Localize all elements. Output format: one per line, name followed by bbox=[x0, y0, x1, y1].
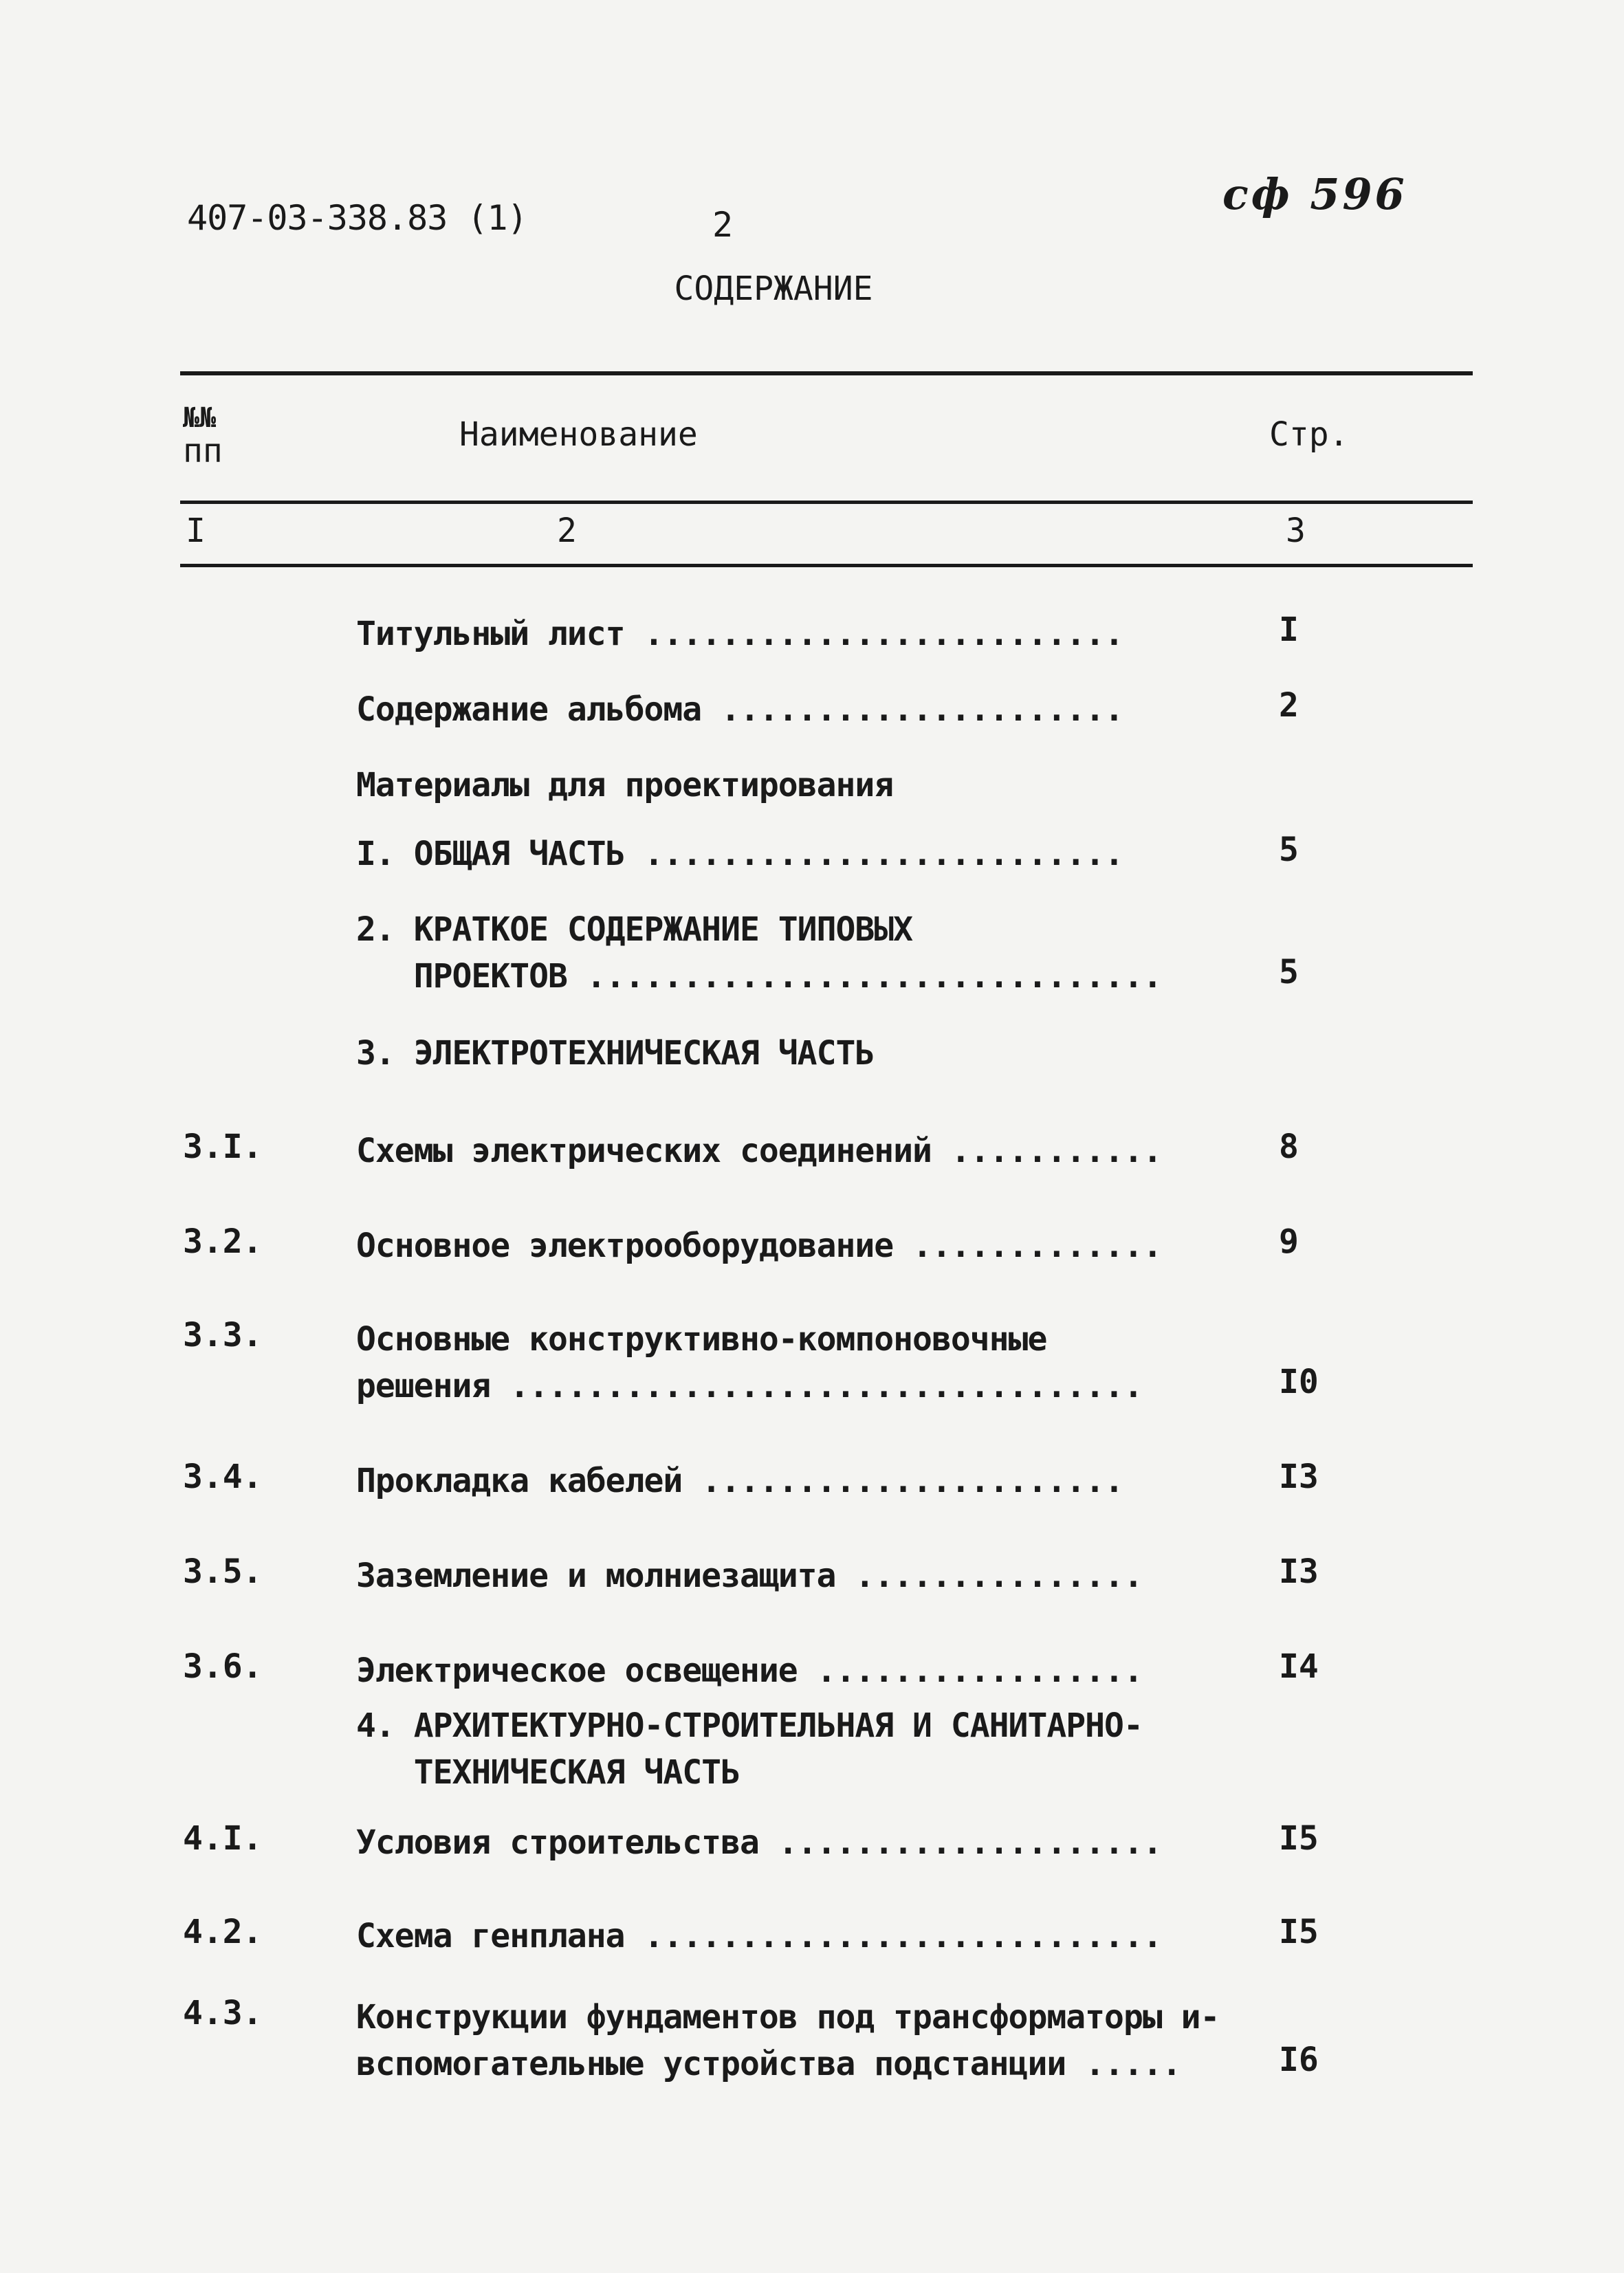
row-title-line: Схемы электрических соединений ........... bbox=[356, 1132, 1162, 1170]
row-title-line: вспомогательные устройства подстанции ..... bbox=[356, 2045, 1181, 2083]
row-title bbox=[356, 831, 1123, 877]
row-title bbox=[356, 1128, 1162, 1174]
row-title bbox=[356, 762, 893, 809]
row-title bbox=[356, 1702, 1143, 1796]
row-title-line: 2. КРАТКОЕ СОДЕРЖАНИЕ ТИПОВЫХ bbox=[356, 910, 913, 949]
row-title-line: Прокладка кабелей ...................... bbox=[356, 1462, 1123, 1500]
header-bottom-rule bbox=[180, 501, 1473, 504]
row-number: 3.4. bbox=[183, 1458, 263, 1496]
row-page-number: 5 bbox=[1279, 953, 1299, 991]
row-title bbox=[356, 1913, 1162, 1959]
row-title bbox=[356, 906, 1162, 1000]
column-number-header-line1: №№ bbox=[183, 402, 217, 434]
row-title-line: Основное электрооборудование ............. bbox=[356, 1227, 1162, 1265]
row-number: 3.3. bbox=[183, 1316, 263, 1354]
row-title-line: ПРОЕКТОВ .............................. bbox=[356, 957, 1162, 996]
column-page-header: Стр. bbox=[1269, 415, 1349, 454]
row-title bbox=[356, 1458, 1123, 1504]
table-top-rule bbox=[180, 371, 1473, 375]
handwritten-stamp: сф 596 bbox=[1222, 169, 1407, 219]
row-title-line: Условия строительства .................... bbox=[356, 1823, 1162, 1862]
row-number: 3.6. bbox=[183, 1647, 263, 1686]
row-title-line: I. ОБЩАЯ ЧАСТЬ ......................... bbox=[356, 835, 1123, 873]
row-number: 4.2. bbox=[183, 1913, 263, 1951]
row-page-number: 8 bbox=[1279, 1128, 1299, 1166]
row-page-number: I3 bbox=[1279, 1458, 1319, 1496]
row-page-number: I5 bbox=[1279, 1819, 1319, 1858]
document-code: 407-03-338.83 (1) bbox=[187, 198, 527, 238]
row-page-number: I bbox=[1279, 611, 1299, 649]
row-title-line: 4. АРХИТЕКТУРНО-СТРОИТЕЛЬНАЯ И САНИТАРНО- bbox=[356, 1706, 1143, 1745]
row-title bbox=[356, 1222, 1162, 1269]
row-title bbox=[356, 1552, 1143, 1599]
numbering-bottom-rule bbox=[180, 564, 1473, 567]
row-title-line: Титульный лист ......................... bbox=[356, 615, 1123, 653]
row-title-line: решения ................................. bbox=[356, 1367, 1143, 1405]
row-number: 4.3. bbox=[183, 1994, 263, 2032]
row-title-line: Основные конструктивно-компоновочные bbox=[356, 1320, 1047, 1359]
page-title: СОДЕРЖАНИЕ bbox=[674, 270, 873, 308]
row-title bbox=[356, 1994, 1219, 2087]
row-title-line: Схема генплана ........................... bbox=[356, 1917, 1162, 1955]
row-title-line: Конструкции фундаментов под трансформаторы и- bbox=[356, 1998, 1220, 2036]
numbering-col-2: 2 bbox=[557, 512, 577, 550]
row-title bbox=[356, 686, 1123, 733]
row-title-line: Содержание альбома ..................... bbox=[356, 690, 1123, 729]
row-title bbox=[356, 1819, 1162, 1866]
row-number: 3.2. bbox=[183, 1222, 263, 1261]
row-number: 3.5. bbox=[183, 1552, 263, 1591]
row-title-line: Электрическое освещение ................. bbox=[356, 1651, 1143, 1690]
column-number-header-line2: пп bbox=[183, 432, 223, 470]
row-page-number: I6 bbox=[1279, 2041, 1319, 2079]
row-title bbox=[356, 1647, 1143, 1694]
row-page-number: 5 bbox=[1279, 831, 1299, 869]
row-title-line: ТЕХНИЧЕСКАЯ ЧАСТЬ bbox=[356, 1753, 740, 1792]
row-page-number: I3 bbox=[1279, 1552, 1319, 1591]
row-page-number: I4 bbox=[1279, 1647, 1319, 1686]
row-title-line: Материалы для проектирования bbox=[356, 766, 894, 804]
row-number: 4.I. bbox=[183, 1819, 263, 1858]
numbering-col-1: I bbox=[186, 512, 206, 550]
row-title bbox=[356, 1316, 1143, 1409]
row-page-number: I5 bbox=[1279, 1913, 1319, 1951]
row-title-line: Заземление и молниезащита ............... bbox=[356, 1557, 1143, 1595]
numbering-col-3: 3 bbox=[1286, 512, 1306, 550]
column-name-header: Наименование bbox=[459, 415, 698, 454]
column-number-header bbox=[183, 402, 223, 468]
row-page-number: 2 bbox=[1279, 686, 1299, 725]
page-number: 2 bbox=[712, 205, 734, 245]
row-title bbox=[356, 1030, 874, 1077]
row-page-number: I0 bbox=[1279, 1363, 1319, 1401]
row-page-number: 9 bbox=[1279, 1222, 1299, 1261]
row-title-line: 3. ЭЛЕКТРОТЕХНИЧЕСКАЯ ЧАСТЬ bbox=[356, 1034, 875, 1073]
row-title bbox=[356, 611, 1123, 657]
row-number: 3.I. bbox=[183, 1128, 263, 1166]
